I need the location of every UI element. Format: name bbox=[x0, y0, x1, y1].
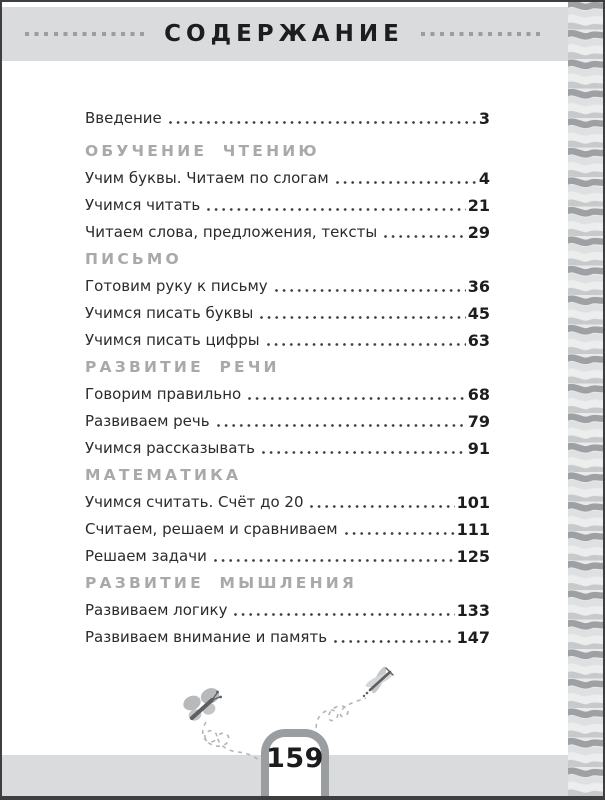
toc-entry-page: 45 bbox=[467, 304, 490, 323]
toc-entry-page: 21 bbox=[467, 196, 490, 215]
content-panel bbox=[0, 61, 569, 755]
toc-entry-page: 101 bbox=[456, 493, 490, 512]
toc-entry-page: 91 bbox=[467, 439, 490, 458]
dot-leader bbox=[262, 451, 466, 455]
toc-section-heading: РАЗВИТИЕ РЕЧИ bbox=[85, 358, 280, 376]
toc-entry-title: Учимся писать буквы bbox=[85, 304, 254, 322]
toc-entry-title: Учимся считать. Счёт до 20 bbox=[85, 493, 304, 511]
toc-entry bbox=[85, 305, 490, 322]
toc-entry-page: 68 bbox=[467, 385, 490, 404]
toc-entry-page: 4 bbox=[478, 169, 490, 188]
toc-entry-title: Учимся писать цифры bbox=[85, 331, 260, 349]
toc-section-heading: МАТЕМАТИКА bbox=[85, 466, 242, 484]
toc-entry bbox=[85, 170, 490, 187]
toc-entry bbox=[85, 548, 490, 565]
dot-leader bbox=[334, 640, 455, 644]
header-title-row bbox=[0, 7, 568, 61]
toc-entry bbox=[85, 224, 490, 241]
dot-leader bbox=[214, 559, 455, 563]
toc-entry-title: Развиваем речь bbox=[85, 412, 210, 430]
page-title: СОДЕРЖАНИЕ bbox=[164, 21, 404, 47]
toc-entry-page: 29 bbox=[467, 223, 490, 242]
toc-list bbox=[85, 110, 490, 646]
dot-leader bbox=[310, 505, 454, 509]
toc-entry bbox=[85, 110, 490, 127]
toc-entry bbox=[85, 602, 490, 619]
toc-entry-page: 63 bbox=[467, 331, 490, 350]
dot-leader bbox=[260, 316, 465, 320]
dot-leader bbox=[275, 289, 466, 293]
toc-entry-page: 125 bbox=[456, 547, 490, 566]
dotted-line-left bbox=[25, 32, 147, 36]
dot-leader bbox=[336, 181, 477, 185]
toc-entry bbox=[85, 278, 490, 295]
dot-leader bbox=[248, 397, 466, 401]
page-number-badge bbox=[261, 729, 329, 796]
toc-entry-page: 133 bbox=[456, 601, 490, 620]
toc-section-heading: ОБУЧЕНИЕ ЧТЕНИЮ bbox=[85, 142, 320, 160]
dot-leader bbox=[217, 424, 466, 428]
toc-entry bbox=[85, 197, 490, 214]
toc-entry-page: 147 bbox=[456, 628, 490, 647]
toc-entry-title: Говорим правильно bbox=[85, 385, 242, 403]
toc-entry bbox=[85, 386, 490, 403]
toc-entry-title: Учим буквы. Читаем по слогам bbox=[85, 169, 329, 187]
toc-entry-page: 3 bbox=[478, 109, 490, 128]
toc-section-heading: РАЗВИТИЕ МЫШЛЕНИЯ bbox=[85, 574, 358, 592]
toc-entry-title: Готовим руку к письму bbox=[85, 277, 268, 295]
dot-leader bbox=[234, 613, 454, 617]
dot-leader bbox=[345, 532, 455, 536]
toc-entry-title: Решаем задачи bbox=[85, 547, 207, 565]
page-number: 159 bbox=[266, 743, 324, 774]
toc-entry bbox=[85, 413, 490, 430]
toc-entry-title: Развиваем логику bbox=[85, 601, 228, 619]
toc-entry-title: Читаем слова, предложения, тексты bbox=[85, 223, 378, 241]
toc-entry bbox=[85, 494, 490, 511]
dot-leader bbox=[169, 121, 477, 125]
page-edge-waves-decor bbox=[568, 0, 605, 800]
dotted-line-right bbox=[421, 32, 543, 36]
dot-leader bbox=[267, 343, 466, 347]
toc-entry bbox=[85, 440, 490, 457]
toc-section-heading: ПИСЬМО bbox=[85, 250, 182, 268]
toc-entry-title: Развиваем внимание и память bbox=[85, 628, 328, 646]
toc-entry-title: Учимся рассказывать bbox=[85, 439, 255, 457]
toc-entry-page: 79 bbox=[467, 412, 490, 431]
dot-leader bbox=[384, 235, 465, 239]
toc-entry-title: Учимся читать bbox=[85, 196, 201, 214]
toc-entry bbox=[85, 332, 490, 349]
toc-entry-title: Считаем, решаем и сравниваем bbox=[85, 520, 338, 538]
toc-entry bbox=[85, 521, 490, 538]
toc-entry-title: Введение bbox=[85, 109, 162, 127]
toc-entry-page: 111 bbox=[456, 520, 490, 539]
toc-entry-page: 36 bbox=[467, 277, 490, 296]
dot-leader bbox=[207, 208, 466, 212]
toc-entry bbox=[85, 629, 490, 646]
